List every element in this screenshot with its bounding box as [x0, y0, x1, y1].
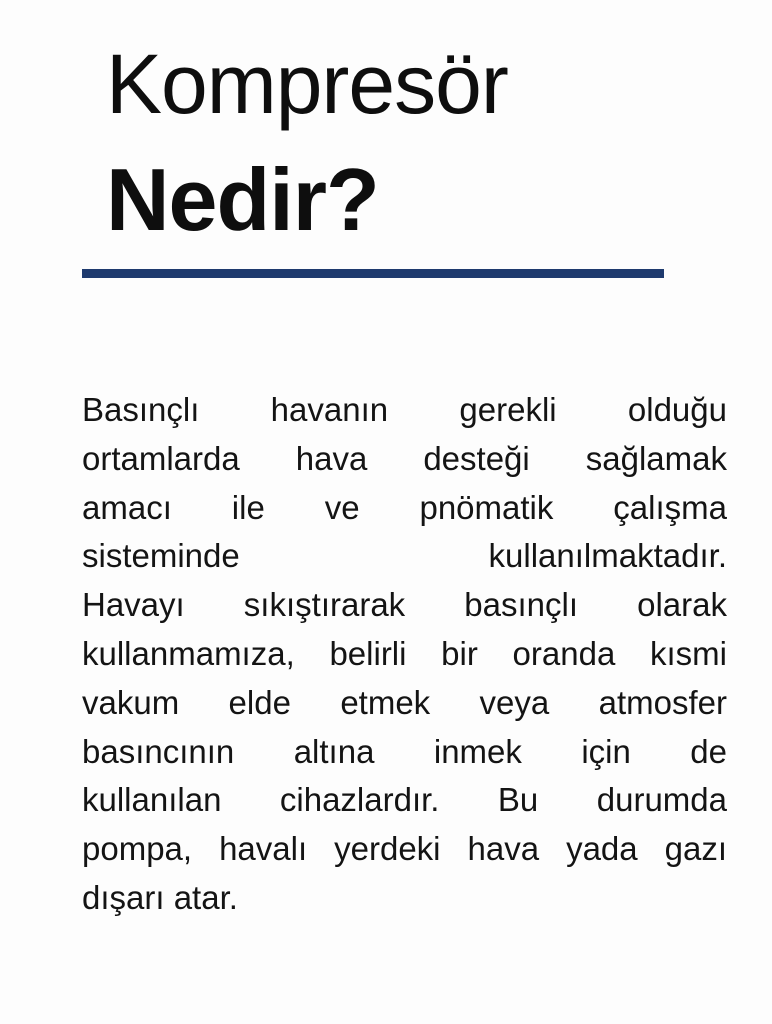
body-line: sisteminde kullanılmaktadır. [82, 537, 727, 575]
title-underline-divider [82, 269, 664, 278]
body-line: kullanılan cihazlardır. Bu durumda [82, 781, 727, 819]
body-line: amacı ile ve pnömatik çalışma [82, 488, 727, 526]
body-line: ortamlarda hava desteği sağlamak [82, 439, 727, 477]
body-line: Havayı sıkıştırarak basınçlı olarak [82, 586, 727, 624]
body-line: Basınçlı havanın gerekli olduğu [82, 391, 727, 428]
page-title-line-1: Kompresör [106, 37, 508, 131]
body-line: pompa, havalı yerdeki hava yada gazı [82, 830, 727, 868]
page-title-line-2: Nedir? [106, 150, 379, 249]
body-paragraph [82, 386, 727, 923]
body-line: kullanmamıza, belirli bir oranda kısmi [82, 634, 727, 672]
body-line: vakum elde etmek veya atmosfer [82, 683, 727, 721]
body-line: basıncının altına inmek için de [82, 732, 727, 770]
body-line: dışarı atar. [82, 878, 238, 916]
